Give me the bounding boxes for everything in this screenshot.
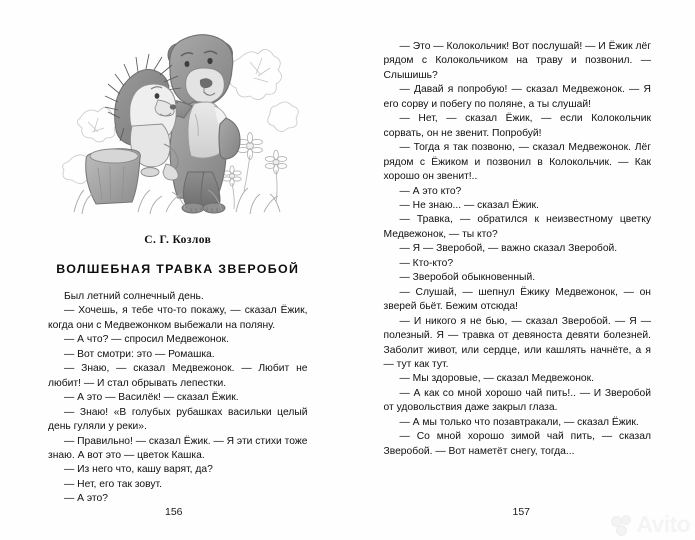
paragraph: — А мы только что позавтракали, — сказал Ёжик. — [399, 416, 639, 428]
paragraph: — А это? — [64, 493, 108, 505]
story-title: ВОЛШЕБНАЯ ТРАВКА ЗВЕРОБОЙ — [56, 262, 300, 276]
paragraph: — Зверобой обыкновенный. — [399, 272, 536, 284]
paragraph: — А что? — спросил Медвежонок. — [64, 334, 229, 346]
paragraph: — Я — Зверобой, — важно сказал Зверобой. — [399, 243, 618, 255]
paragraph: — А это кто? — [399, 185, 462, 197]
paragraph: — Слушай, — шепнул Ёжику Медвежонок, — он зверей бьёт. Бежим отсюда! — [383, 286, 651, 313]
paragraph: — Правильно! — сказал Ёжик. — Я эти стихи тоже знаю. А вот это — цветок Кашка. — [48, 435, 308, 461]
page-number-left: 156 — [164, 506, 183, 518]
paragraph: — Знаю, — сказал Медвежонок. — Любит не любит! — И стал обрывать лепестки. — [48, 363, 308, 389]
paragraph: — Со мной хорошо зимой чай пить, — сказал Зверобой. — Вот наметёт снегу, тогда... — [383, 431, 651, 457]
paragraph: — Из него что, кашу варят, да? — [64, 464, 213, 476]
paragraph: — Давай я попробую! — сказал Медвежонок. — Я его сорву и побегу по поляне, а ты слушай! — [383, 84, 651, 110]
chapter-illustration — [54, 22, 302, 220]
paragraph: — Тогда я так позвоню, — сказал Медвежонок. Лёг рядом с Ёжиком и позвонил в Колокольчик. — Как хорошо он звенит!.. — [383, 142, 651, 183]
paragraph: — Это — Колокольчик! Вот послушай! — И Ёжик лёг рядом с Колокольчиком на траву и позвонил. — Слышишь? — [383, 41, 651, 81]
paragraph: — Мы здоровые, — сказал Медвежонок. — [399, 373, 595, 385]
paragraph: Был летний солнечный день. — [64, 291, 204, 302]
paragraph: — А как со мной хорошо чай пить!.. — И Зверобой от удовольствия даже закрыл глаза. — [383, 387, 651, 414]
paragraph: — Кто-кто? — [399, 257, 454, 269]
paragraph: — Вот смотри: это — Ромашка. — [64, 348, 215, 360]
right-page — [348, 0, 695, 540]
paragraph: — Травка, — обратился к неизвестному цветку Медвежонок, — ты кто? — [383, 214, 651, 240]
paragraph: — И никого я не бью, — сказал Зверобой. — Я — полезный. Я — травка от девяноста девяти болезней. Заболит живот, или сердце, или кашлять начнёте, а я — тут как тут. — [383, 315, 651, 370]
author-byline: С. Г. Козлов — [144, 234, 212, 246]
paragraph: — Не знаю... — сказал Ёжик. — [399, 199, 539, 211]
watermark-label: Avito — [636, 511, 690, 537]
paragraph: — Нет, — сказал Ёжик, — если Колокольчик сорвать, он не звенит. Попробуй! — [383, 113, 651, 139]
left-page-body — [48, 290, 308, 507]
page-number-right: 157 — [512, 506, 531, 518]
paragraph: — Хочешь, я тебе что-то покажу, — сказал Ёжик, когда они с Медвежонком выбежали на поляну. — [48, 305, 308, 331]
paragraph: — Нет, его так зовут. — [64, 478, 162, 490]
paragraph: — Знаю! «В голубых рубашках васильки целый день гуляли у реки». — [48, 406, 308, 433]
right-page-body — [384, 40, 652, 459]
paragraph: — А это — Василёк! — сказал Ёжик. — [64, 392, 239, 404]
